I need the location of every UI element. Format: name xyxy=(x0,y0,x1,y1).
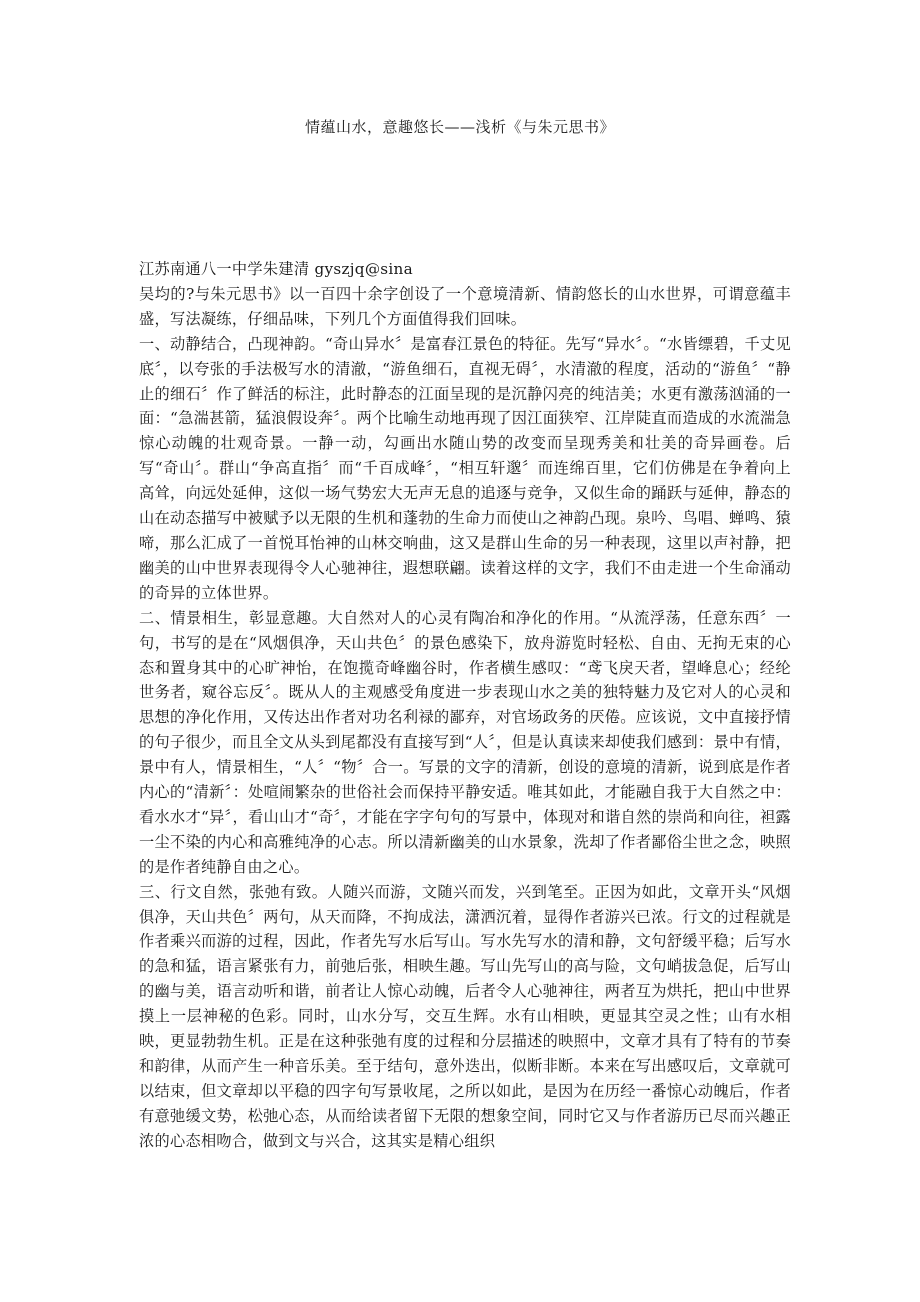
paragraph-section-2: 二、情景相生，彰显意趣。大自然对人的心灵有陶冶和净化的作用。“从流浮荡，任意东西〞一句，书写的是在“风烟俱净，天山共色〞的景色感染下，放舟游览时轻松、自由、无拘无束的心态和置身其中的心旷神怡，在饱揽奇峰幽谷时，作者横生感叹：“鸢飞戾天者，望峰息心；经纶世务者，窥谷忘反〞。既从人的主观感受角度进一步表现山水之美的独特魅力及它对人的心灵和思想的净化作用，又传达出作者对功名利禄的鄙弃，对官场政务的厌倦。应该说，文中直接抒情的句子很少，而且全文从头到尾都没有直接写到“人〞，但是认真读来却使我们感到：景中有情，景中有人，情景相生，“人〞“物〞合一。写景的文字的清新，创设的意境的清新，说到底是作者内心的“清新〞：处喧闹繁杂的世俗社会而保持平静安适。唯其如此，才能融自我于大自然之中：看水水才“异〞，看山山才“奇〞，才能在字字句句的写景中，体现对和谐自然的崇尚和向往，袒露一尘不染的内心和高雅纯净的心志。所以清新幽美的山水景象，洗却了作者鄙俗尘世之念，映照的是作者纯静自由之心。 xyxy=(139,608,791,876)
author-line: 江苏南通八一中学朱建清 gyszjq@sina xyxy=(139,260,413,278)
paragraph-section-1: 一、动静结合，凸现神韵。“奇山异水〞是富春江景色的特征。先写“异水〞。“水皆缥碧，千丈见底〞，以夸张的手法极写水的清澈，“游鱼细石，直视无碍〞，水清澈的程度，活动的“游鱼〞“静止的细石〞作了鲜活的标注，此时静态的江面呈现的是沉静闪亮的纯洁美；水更有激荡汹涌的一面：“急湍甚箭，猛浪假设奔〞。两个比喻生动地再现了因江面狭窄、江岸陡直而造成的水流湍急惊心动魄的壮观奇景。一静一动，勾画出水随山势的改变而呈现秀美和壮美的奇异画卷。后写“奇山〞。群山“争高直指〞而“千百成峰〞，“相互轩邈〞而连绵百里，它们仿佛是在争着向上高耸，向远处延伸，这似一场气势宏大无声无息的追逐与竞争，又似生命的踊跃与延伸，静态的山在动态描写中被赋予以无限的生机和蓬勃的生命力而使山之神韵凸现。泉吟、鸟唱、蝉鸣、猿啼，那么汇成了一首悦耳怡神的山林交响曲，这又是群山生命的另一种表现，这里以声衬静，把幽美的山中世界表现得令人心驰神往，遐想联翩。读着这样的文字，我们不由走进一个生命涌动的奇异的立体世界。 xyxy=(139,334,791,602)
paragraph-section-3: 三、行文自然，张弛有致。人随兴而游，文随兴而发，兴到笔至。正因为如此，文章开头“风烟俱净，天山共色〞两句，从天而降，不拘成法，潇洒沉着，显得作者游兴已浓。行文的过程就是作者乘兴而游的过程，因此，作者先写水后写山。写水先写水的清和静，文句舒缓平稳；后写水的急和猛，语言紧张有力，前弛后张，相映生趣。写山先写山的高与险，文句峭拔急促，后写山的幽与美，语言动听和谐，前者让人惊心动魄，后者令人心驰神往，两者互为烘托，把山中世界摸上一层神秘的色彩。同时，山水分写，交互生辉。水有山相映，更显其空灵之性；山有水相映，更显勃勃生机。正是在这种张弛有度的过程和分层描述的映照中，文章才具有了特有的节奏和韵律，从而产生一种音乐美。至于结句，意外迭出，似断非断。本来在写出感叹后，文章就可以结束，但文章却以平稳的四字句写景收尾，之所以如此，是因为在历经一番惊心动魄后，作者有意弛缓文势，松弛心态，从而给读者留下无限的想象空间，同时它又与作者游历已尽而兴趣正浓的心态相吻合，做到文与兴合，这其实是精心组织 xyxy=(139,882,791,1150)
page-title: 情蕴山水，意趣悠长——浅析《与朱元思书》 xyxy=(304,118,615,136)
paragraph-intro: 吴均的?与朱元思书》以一百四十余字创设了一个意境清新、情韵悠长的山水世界，可谓意蕴丰盛，写法凝练，仔细品味，下列几个方面值得我们回味。 xyxy=(139,284,791,328)
article-body xyxy=(139,257,791,1154)
